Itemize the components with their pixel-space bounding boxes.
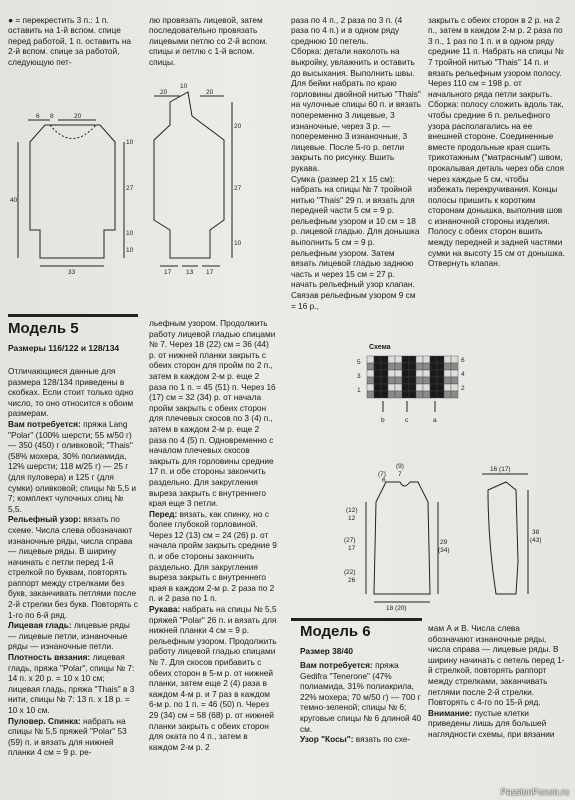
schema-cell — [402, 391, 409, 398]
schema-cell — [409, 384, 416, 391]
svg-text:(27): (27) — [344, 537, 356, 544]
schema-cell — [367, 377, 374, 384]
schema-cell — [395, 363, 402, 370]
schema-cell — [437, 391, 444, 398]
schema-cell — [451, 384, 458, 391]
model6-column4: мам А и В. Числа слева обозначают изнаночные ряды, числа справа — лицевые ряды. В ширину начинать с петель перед 1-й стрелкой, повторять раппорт между стрелками, заканчивать петлями после 2-й стрелки. Повторять с 4-го по 15-й ряд. Внимание: пустые клетки приведены лишь для большей наглядности схемы, при вязании — [428, 623, 565, 739]
schema-cell — [437, 356, 444, 363]
schema-cell — [416, 377, 423, 384]
svg-text:(7): (7) — [378, 471, 386, 478]
dim-label: 17 — [164, 269, 172, 276]
bag-assembly-text: закрыть с обеих сторон в 2 р. на 2 п., затем в каждом 2-м р. 2 раза по 3 п., 1 раз по 1 п. и в одном ряду средние 11 п. Набрать на спицы № 7 тройной нитью "Thais" 14 п. и вязать рельефным узором полосу. Через 110 см = 198 р. от начального ряда петли закрыть. Сборка: полосу сложить вдоль так, чтобы средние 6 п. рельефного узора располагались на ее внешней стороне. Соединенные вместе продольные края сшить трикотажным ("матрасным") швом, прокалывая деталь через оба слоя через каждые 5 см, чтобы избежать перекручивания. Концы полосы пришить к коротким сторонам донышка, выполнив шов с изнаночной стороны изделия. Полосу с обеих сторон вшить между передней и задней частями сумки на высоту 15 см от донышка. Отвернуть клапан. — [428, 14, 565, 269]
sleeve-piece-outline — [488, 482, 518, 594]
schema-cell — [423, 356, 430, 363]
schema-cell — [437, 377, 444, 384]
model5-pattern-diagram — [10, 80, 285, 280]
model5-sizes: Размеры 116/122 и 128/134 — [8, 343, 120, 353]
schema-cell — [402, 377, 409, 384]
schema-cell — [451, 370, 458, 377]
svg-text:12: 12 — [348, 515, 356, 522]
schema-letter: c — [405, 417, 409, 424]
model6-title: Модель 6 — [300, 623, 371, 640]
schema-block — [355, 344, 475, 459]
schema-cell — [374, 356, 381, 363]
schema-cell — [444, 391, 451, 398]
schema-row-number-left: 3 — [357, 373, 361, 380]
model5-title: Модель 5 — [8, 320, 79, 337]
dim-label: 10 — [126, 230, 134, 237]
dim-label: 8 — [50, 113, 54, 120]
dim-label: 20 — [160, 89, 168, 96]
schema-cell — [374, 370, 381, 377]
schema-row-number-left: 5 — [357, 359, 361, 366]
back-piece-outline — [30, 125, 115, 258]
model6-pattern-diagram — [338, 462, 568, 612]
model6-size: Размер 38/40 — [300, 646, 353, 656]
svg-text:16 (17): 16 (17) — [490, 466, 511, 473]
legend-text-body: ● = перекрестить 3 п.: 1 п. оставить на 1-й вспом. спице перед работой, 1 п. оставить на 2-й вспом. спице за работой, следующую пет- — [8, 14, 132, 67]
schema-cell — [416, 356, 423, 363]
schema-row-number-right: 4 — [461, 371, 465, 378]
schema-cell — [444, 370, 451, 377]
svg-text:17: 17 — [348, 545, 356, 552]
dim-label: 10 — [126, 139, 134, 146]
schema-cell — [388, 356, 395, 363]
schema-cell — [409, 391, 416, 398]
dim-label: 10 — [234, 240, 242, 247]
dim-label: 13 — [186, 269, 194, 276]
schema-cell — [451, 391, 458, 398]
schema-cell — [423, 377, 430, 384]
schema-cell — [423, 370, 430, 377]
schema-cell — [367, 363, 374, 370]
schema-title: Схема — [369, 344, 391, 351]
schema-cell — [374, 363, 381, 370]
dim-label: 20 — [206, 89, 214, 96]
schema-cell — [444, 356, 451, 363]
dim-label: 10 — [126, 247, 134, 254]
schema-letter: b — [381, 417, 385, 424]
assembly-and-bag-text: раза по 4 п., 2 раза по 3 п. (4 раза по 4 п.) и в одном ряду среднюю 10 петель. Сборка: детали наколоть на выкройку, увлажнить и оставить до высыхания. Выполнить швы. Для бейки набрать по краю горловины двойной нитью "Thais" на чулочные спицы 60 п. и вязать попеременно 3 лицевые, 3 изнаночные, через 3 р. — попеременно 3 изнаночные, 3 лицевые. После 5-го р. петли закрыть по рисунку. Вшить рукава. Сумка (размер 21 х 15 см): набрать на спицы № 7 тройной нитью "Thais" 29 п. и вязать для передней части 5 см = 9 р. рельефным узором и 10 см = 18 р. лицевой гладью. Для донышка выполнить 5 см = 9 р. рельефным узором. Затем вязать лицевой гладью заднюю часть и через 15 см = 27 р. начать рельефный узор клапан. Связав рельефным узором 9 см = 16 р., — [291, 14, 421, 311]
schema-cell — [381, 391, 388, 398]
schema-cell — [402, 370, 409, 377]
schema-cell — [430, 391, 437, 398]
model6-column3: Вам потребуется: пряжа Gedifra "Tenerone" (47% полиамида, 31% полиакрила, 22% мохера; 70 м/50 г) — 700 г темно-зеленой; спицы № 6; круговые спицы № 6 длиной 40 см. Узор "Косы": вязать по схе- — [300, 660, 422, 745]
model5-column2: льефным узором. Продолжить работу лицевой гладью спицами № 7. Через 18 (22) см = 36 (44) р. от нижней планки закрыть с обеих сторон для пройм по 2 п., затем в каждом 2-м р. еще 2 раза по 1 п. = 45 (51) п. Через 16 (17) см = 32 (34) р. от начала пройм закрыть с обеих сторон для плечевых скосов по 3 (4) п., затем в каждом 2-м р. еще 2 раза по 4 (5) п. Одновременно с началом плечевых скосов закрыть для горловины средние 17 п. и обе стороны закончить раздельно. Для закругления выреза закрыть с внутреннего края еще 3 петли. Перед: вязать, как спинку, но с более глубокой горловиной. Через 12 (13) см = 24 (26) р. от начала пройм закрыть средние 9 п. и обе стороны закончить раздельно. Для закругления выреза закрыть с внутреннего края в каждом 2-м р. 2 раза по 2 п. и 2 раза по 1 п. Рукава: набрать на спицы № 5,5 пряжей "Polar" 26 п. и вязать для нижней планки 4 см = 9 р. рельефным узором. Продолжить работу лицевой гладью спицами № 7. Для скосов прибавить с обеих сторон в 5-м р. от нижней планки, затем еще 2 (4) раза в каждом 4-м р. и 7 раз в каждом 6-м р. по 1 п. = 46 (50) п. Через 29 (34) см = 58 (68) р. от нижней планки закрыть с обеих сторон для оката по 4 п., затем в каждом 2-м р. 2 — [149, 318, 277, 752]
schema-cell — [381, 370, 388, 377]
schema-cell — [388, 391, 395, 398]
schema-cell — [416, 391, 423, 398]
schema-cell — [437, 384, 444, 391]
svg-text:29: 29 — [440, 539, 448, 546]
schema-cell — [416, 363, 423, 370]
dim-label: 17 — [206, 269, 214, 276]
dim-label: 20 — [74, 113, 82, 120]
neckline-outline — [50, 125, 96, 139]
svg-text:(9): (9) — [396, 463, 404, 470]
schema-cell — [444, 363, 451, 370]
schema-cell — [381, 384, 388, 391]
schema-cell — [416, 384, 423, 391]
schema-cell — [423, 363, 430, 370]
schema-cell — [416, 370, 423, 377]
svg-text:26: 26 — [348, 577, 356, 584]
schema-cell — [451, 363, 458, 370]
schema-cell — [402, 384, 409, 391]
schema-cell — [409, 377, 416, 384]
schema-cell — [430, 370, 437, 377]
schema-row-number-right: 2 — [461, 385, 465, 392]
schema-cell — [374, 391, 381, 398]
dim-label: 40 — [10, 197, 18, 204]
schema-cell — [409, 370, 416, 377]
schema-cell — [437, 370, 444, 377]
dim-label: 33 — [68, 269, 76, 276]
schema-cell — [381, 377, 388, 384]
schema-cell — [388, 384, 395, 391]
watermark: PassionForum.ru — [500, 787, 569, 797]
schema-cell — [423, 384, 430, 391]
sleeve-piece-outline — [154, 92, 224, 258]
schema-cell — [388, 370, 395, 377]
schema-cell — [374, 384, 381, 391]
schema-cell — [402, 363, 409, 370]
svg-text:(34): (34) — [438, 547, 450, 554]
schema-cell — [367, 391, 374, 398]
schema-cell — [430, 356, 437, 363]
schema-row-number-left: 1 — [357, 387, 361, 394]
schema-cell — [409, 356, 416, 363]
section-divider — [291, 618, 422, 621]
schema-cell — [451, 356, 458, 363]
svg-text:(22): (22) — [344, 569, 356, 576]
svg-text:38: 38 — [532, 529, 540, 536]
schema-cell — [430, 363, 437, 370]
schema-cell — [409, 363, 416, 370]
dim-label: 6 — [36, 113, 40, 120]
svg-text:6: 6 — [382, 477, 386, 484]
schema-cell — [430, 384, 437, 391]
section-divider — [8, 314, 138, 317]
svg-text:7: 7 — [398, 471, 402, 478]
legend-text — [8, 4, 138, 68]
schema-letter: a — [433, 417, 437, 424]
schema-cell — [381, 363, 388, 370]
schema-cell — [437, 363, 444, 370]
schema-cell — [388, 377, 395, 384]
schema-cell — [451, 377, 458, 384]
body-piece-outline — [374, 482, 430, 594]
column2-top-text: лю провязать лицевой, затем последовательно провязать лицевыми петлю со 2-й вспом. спицы и петлю с 1-й вспом. спицы. — [149, 14, 268, 67]
dim-label: 27 — [126, 185, 134, 192]
schema-cell — [395, 356, 402, 363]
dim-label: 10 — [180, 83, 188, 90]
schema-cell — [395, 384, 402, 391]
schema-cell — [395, 391, 402, 398]
model5-column1: Отличающиеся данные для размера 128/134 приведены в скобках. Если стоит только одно число, то оно относится к обоим размерам. Вам потребуется: пряжа Lang "Polar" (100% шерсти; 55 м/50 г) — 350 (450) г оливковой; "Thais" (58% мохера, 30% полиамида, 12% шерсти; 118 м/25 г) — 25 г (для пуловера) и 125 г (для сумки) оливковой; спицы № 5,5 и 7; комплект чулочных спиц № 5,5. Рельефный узор: вязать по схеме. Числа слева обозначают изнаночные ряды, числа справа — лицевые ряды. В ширину начинать с петли перед 1-й стрелкой по буквам, повторять раппорт между стрелками без букв, заканчивать петлями после 2-й стрелки без букв. Повторять с 1-го по 6-й ряд. Лицевая гладь: лицевые ряды — лицевые петли, изнаночные ряды — изнаночные петли. Плотность вязания: лицевая гладь, пряжа "Polar", спицы № 7: 14 п. х 20 р. = 10 х 10 см; лицевая гладь, пряжа "Thais" в 3 нити, спицы № 7: 13 п. х 18 р. = 10 х 10 см. Пуловер. Спинка: набрать на спицы № 5,5 пряжей "Polar" 53 (59) п. и вязать для нижней планки 4 см = 9 р. ре- — [8, 366, 138, 758]
schema-cell — [381, 356, 388, 363]
schema-cell — [444, 377, 451, 384]
dim-label: 27 — [234, 185, 242, 192]
schema-chart — [355, 354, 475, 444]
schema-row-number-right: 6 — [461, 357, 465, 364]
schema-cell — [388, 363, 395, 370]
svg-text:18 (20): 18 (20) — [386, 605, 407, 612]
schema-cell — [395, 370, 402, 377]
schema-cell — [402, 356, 409, 363]
schema-cell — [395, 377, 402, 384]
svg-text:(12): (12) — [346, 507, 358, 514]
schema-cell — [444, 384, 451, 391]
schema-cell — [367, 384, 374, 391]
schema-cell — [367, 356, 374, 363]
dim-label: 20 — [234, 123, 242, 130]
schema-cell — [423, 391, 430, 398]
schema-cell — [374, 377, 381, 384]
svg-text:(43): (43) — [530, 537, 542, 544]
schema-cell — [367, 370, 374, 377]
schema-cell — [430, 377, 437, 384]
